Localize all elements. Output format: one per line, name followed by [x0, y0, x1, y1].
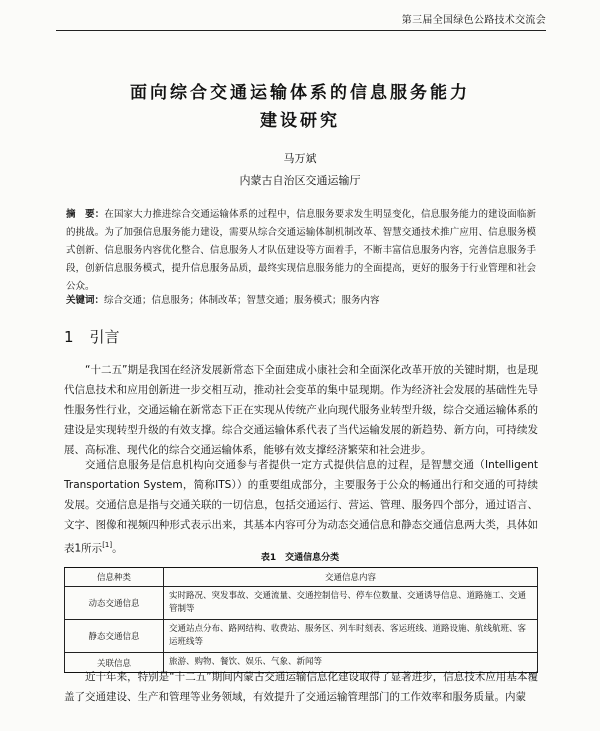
- section-heading: [64, 326, 120, 347]
- table-cell-content: 旅游、购物、餐饮、娱乐、气象、新闻等: [164, 653, 538, 673]
- paragraph-3: 近十年来，特别是“十二五”期间内蒙古交通运输信息化建设取得了显著进步，信息技术应用基本覆盖了交通建设、生产和管理等业务领域，有效提升了交通运输管理部门的工作效率和服务质量。内蒙: [64, 671, 538, 703]
- table-cell-content: 实时路况、突发事故、交通流量、交通控制信号、停车位数量、交通诱导信息、道路施工、交通管制等: [164, 587, 538, 620]
- paper-title-line1: 面向综合交通运输体系的信息服务能力: [130, 83, 470, 103]
- table-header-content: 交通信息内容: [164, 568, 538, 587]
- info-classification-table: [64, 567, 538, 673]
- table-header-type: 信息种类: [65, 568, 164, 587]
- paper-title-line2: 建设研究: [260, 111, 340, 131]
- section-title: 引言: [89, 328, 120, 346]
- paragraph-2: [64, 455, 538, 559]
- table-cell-type: 关联信息: [65, 653, 164, 673]
- paragraph-1: “十二五”期是我国在经济发展新常态下全面建成小康社会和全面深化改革开放的关键时期，也是现代信息技术和应用创新进一步交相互动，推动社会变革的集中显现期。作为经济社会发展的基础性先导性服务性行业，交通运输在新常态下正在实现从传统产业向现代服务业转型升级，综合交通运输体系的建设是实现转型升级的有效支撑。综合交通运输体系代表了当代运输发展的新趋势、新方向，可持续发展、高标准、现代化的综合交通运输体系，能够有效支撑经济繁荣和社会进步。: [64, 364, 538, 456]
- table-cell-type: 静态交通信息: [65, 620, 164, 653]
- abstract: [66, 206, 536, 296]
- table-cell-content: 交通站点分布、路网结构、收费站、服务区、列车时刻表、客运班线、道路设施、航线航班、客运班线等: [164, 620, 538, 653]
- abstract-label: 摘 要：: [66, 209, 105, 220]
- author-name: 马万斌: [283, 152, 317, 165]
- running-title: 第三届全国绿色公路技术交流会: [401, 15, 546, 26]
- keywords-label: 关键词：: [66, 295, 105, 306]
- abstract-text: 在国家大力推进综合交通运输体系的过程中，信息服务要求发生明显变化，信息服务能力的建设面临新的挑战。为了加强信息服务能力建设，需要从综合交通运输体制机制改革、智慧交通技术推广应用、信息服务模式创新、信息服务内容优化整合、信息服务人才队伍建设等方面着手，不断丰富信息服务内容，完善信息服务手段，创新信息服务模式，提升信息服务品质，最终实现信息服务能力的全面提高，更好的服务于行业管理和社会公众。: [66, 209, 536, 292]
- table-header-row: [65, 568, 538, 587]
- table-caption: 表1 交通信息分类: [260, 553, 340, 563]
- citation-ref: [1]: [102, 541, 113, 549]
- table-row: [65, 620, 538, 653]
- table-row: [65, 587, 538, 620]
- table-cell-type: 动态交通信息: [65, 587, 164, 620]
- keywords-text: 综合交通；信息服务；体制改革；智慧交通；服务模式；服务内容: [104, 295, 380, 306]
- author-affiliation: 内蒙古自治区交通运输厅: [239, 174, 361, 187]
- paragraph-2-end: 。: [112, 542, 123, 555]
- section-number: 1: [64, 328, 74, 346]
- keywords: [66, 292, 536, 310]
- paragraph-2-text: 交通信息服务是信息机构向交通参与者提供一定方式提供信息的过程，是智慧交通（Intelligent Transportation System，简称ITS））的重要组成部分，主要服务于公众的畅通出行和交通的可持续发展。交通信息是指与交通关联的一切信息，包括交通运行、营运、管理、服务四个部分，通过语言、文字、图像和视频四种形式表示出来，其基本内容可分为动态交通信息和静态交通信息两大类，具体如表1所示: [64, 459, 538, 555]
- running-header: [56, 12, 546, 31]
